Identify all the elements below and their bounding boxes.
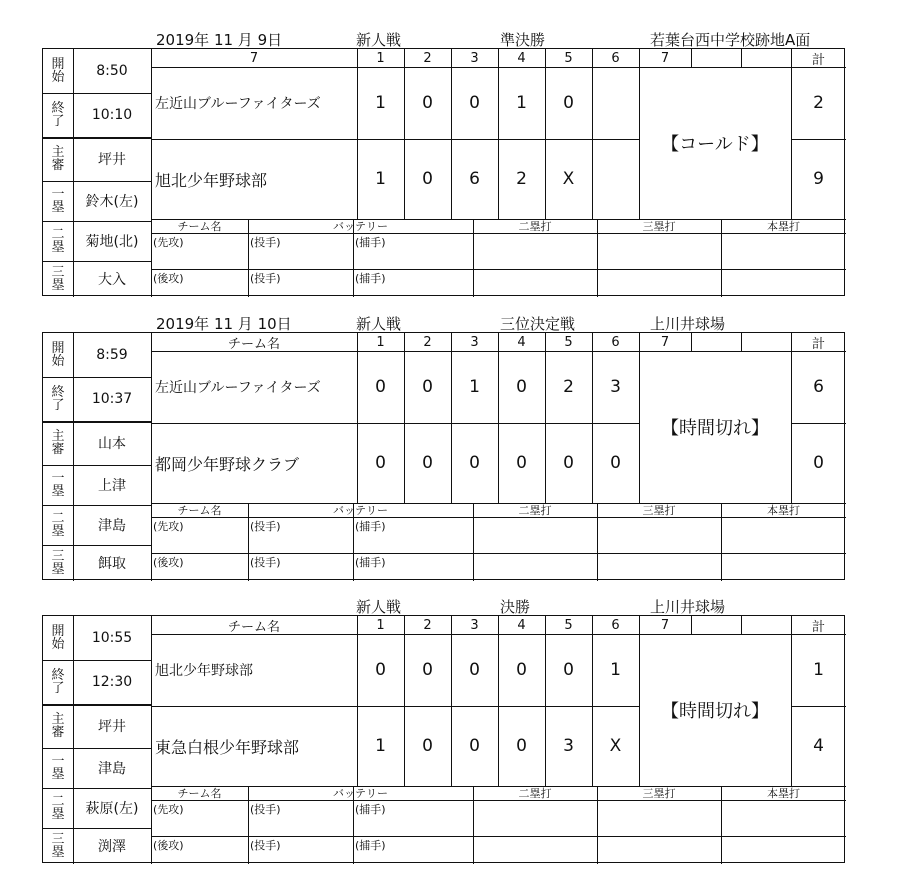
label-battery: バッテリー xyxy=(333,220,388,233)
inning-header: 4 xyxy=(517,50,526,66)
side-char: 了 xyxy=(51,398,65,413)
label-homer: 本塁打 xyxy=(767,504,800,517)
label-pitcher: (投手) xyxy=(250,556,281,569)
inning-score: 1 xyxy=(610,660,621,680)
label-pitcher: (投手) xyxy=(250,839,281,852)
side-label-umpire xyxy=(43,137,73,181)
inning-score: 0 xyxy=(422,169,433,189)
inning-score: 0 xyxy=(422,660,433,680)
inning-score: 0 xyxy=(375,377,386,397)
total-header: 計 xyxy=(811,336,825,352)
inning-score: 3 xyxy=(563,736,574,756)
side-value-base3: 餌取 xyxy=(98,556,126,572)
side-char: 二 xyxy=(51,794,65,809)
inning-score: 1 xyxy=(516,93,527,113)
side-char: 三 xyxy=(51,265,65,280)
side-label-start xyxy=(43,616,73,660)
side-char: 始 xyxy=(51,354,65,369)
inning-score: 0 xyxy=(422,736,433,756)
team-column-header: 7 xyxy=(249,50,259,66)
game-note: 【時間切れ】 xyxy=(661,418,769,439)
side-char: 開 xyxy=(51,341,65,356)
inning-score: 1 xyxy=(375,93,386,113)
inning-header xyxy=(741,49,791,67)
inning-score: 2 xyxy=(563,377,574,397)
inning-score: 0 xyxy=(422,93,433,113)
side-char: 塁 xyxy=(51,240,65,255)
label-triple: 三塁打 xyxy=(642,504,676,517)
inning-score: 1 xyxy=(375,736,386,756)
label-double: 二塁打 xyxy=(518,787,552,800)
inning-score: 0 xyxy=(516,453,527,473)
inning-score: 0 xyxy=(375,660,386,680)
header-date: 2019年 11 月 10日 xyxy=(156,315,292,333)
team-name: 旭北少年野球部 xyxy=(155,170,268,190)
side-label-start xyxy=(43,49,73,93)
inning-header: 3 xyxy=(470,50,479,66)
inning-score: 0 xyxy=(469,453,480,473)
inning-score: 0 xyxy=(422,377,433,397)
inning-header: 7 xyxy=(660,334,670,350)
inning-header: 3 xyxy=(470,617,479,633)
label-first: (先攻) xyxy=(153,236,184,249)
label-catcher: (捕手) xyxy=(355,839,386,852)
side-char: 二 xyxy=(51,227,65,242)
side-label-end xyxy=(43,377,73,421)
inning-header: 6 xyxy=(611,617,620,633)
header-date: 2019年 11 月 9日 xyxy=(156,31,283,49)
team-total: 0 xyxy=(813,453,824,473)
side-char: 審 xyxy=(51,158,65,173)
side-char: 塁 xyxy=(51,278,65,293)
label-catcher: (捕手) xyxy=(355,272,386,285)
side-value-end-time: 10:37 xyxy=(91,391,133,407)
side-char: 塁 xyxy=(51,524,65,539)
team-name: 都岡少年野球クラブ xyxy=(155,454,300,474)
side-label-end xyxy=(43,93,73,137)
inning-header xyxy=(691,49,741,67)
side-char: 一 xyxy=(51,754,65,769)
header-venue: 上川井球場 xyxy=(650,315,726,333)
header-event: 新人戦 xyxy=(356,31,402,49)
game-header xyxy=(0,28,900,48)
team-total: 6 xyxy=(813,377,824,397)
side-char: 塁 xyxy=(51,767,65,782)
inning-header: 6 xyxy=(611,334,620,350)
side-char: 塁 xyxy=(51,484,65,499)
side-char: 始 xyxy=(51,637,65,652)
inning-header: 4 xyxy=(517,617,526,633)
side-value-end-time: 12:30 xyxy=(91,674,133,690)
side-char: 終 xyxy=(51,101,65,116)
side-char: 二 xyxy=(51,511,65,526)
side-value-base3: 大入 xyxy=(98,272,126,288)
label-battery: バッテリー xyxy=(333,504,388,517)
team-name: 旭北少年野球部 xyxy=(155,663,253,679)
inning-header: 1 xyxy=(376,617,385,633)
label-homer: 本塁打 xyxy=(767,787,800,800)
side-label-start xyxy=(43,333,73,377)
label-team-name: チーム名 xyxy=(177,220,222,233)
inning-score: 0 xyxy=(563,453,574,473)
inning-header: 2 xyxy=(423,617,432,633)
score-grid xyxy=(42,332,845,580)
side-label-umpire xyxy=(43,704,73,748)
inning-score: 0 xyxy=(375,453,386,473)
side-value-base2: 菊地(北) xyxy=(85,234,139,250)
side-char: 三 xyxy=(51,549,65,564)
inning-score: 0 xyxy=(610,453,621,473)
label-catcher: (捕手) xyxy=(355,236,386,249)
label-triple: 三塁打 xyxy=(642,220,676,233)
header-round: 三位決定戦 xyxy=(500,315,576,333)
score-grid xyxy=(42,615,845,863)
side-value-base3: 渕澤 xyxy=(98,839,126,855)
label-pitcher: (投手) xyxy=(250,236,281,249)
inning-score: 0 xyxy=(563,93,574,113)
inning-score: 0 xyxy=(563,660,574,680)
inning-header: 2 xyxy=(423,334,432,350)
label-catcher: (捕手) xyxy=(355,803,386,816)
inning-score: 1 xyxy=(375,169,386,189)
label-team-name: チーム名 xyxy=(177,504,222,517)
inning-score: 2 xyxy=(516,169,527,189)
side-value-base1: 津島 xyxy=(98,761,126,777)
inning-header: 5 xyxy=(564,50,573,66)
side-char: 塁 xyxy=(51,562,65,577)
side-label-b2 xyxy=(43,221,73,261)
side-value-start-time: 8:50 xyxy=(96,63,128,79)
label-team-name: チーム名 xyxy=(177,787,222,800)
inning-score: 0 xyxy=(469,660,480,680)
side-char: 一 xyxy=(51,471,65,486)
team-total: 1 xyxy=(813,660,824,680)
inning-header xyxy=(691,616,741,634)
side-char: 塁 xyxy=(51,200,65,215)
label-first: (先攻) xyxy=(153,803,184,816)
side-char: 終 xyxy=(51,385,65,400)
side-char: 一 xyxy=(51,187,65,202)
side-value-end-time: 10:10 xyxy=(91,107,133,123)
side-char: 了 xyxy=(51,681,65,696)
side-label-end xyxy=(43,660,73,704)
side-label-b3 xyxy=(43,828,73,864)
side-value-base2: 津島 xyxy=(98,518,126,534)
inning-header: 1 xyxy=(376,50,385,66)
game-block xyxy=(0,595,900,865)
side-value-umpire: 坪井 xyxy=(98,152,126,168)
team-column-header: チーム名 xyxy=(227,619,280,635)
inning-header: 1 xyxy=(376,334,385,350)
inning-score: 0 xyxy=(516,736,527,756)
team-total: 4 xyxy=(813,736,824,756)
inning-score: 0 xyxy=(516,660,527,680)
inning-header xyxy=(741,616,791,634)
side-value-base2: 萩原(左) xyxy=(85,801,139,817)
side-label-b2 xyxy=(43,505,73,545)
inning-score: 0 xyxy=(469,93,480,113)
game-block xyxy=(0,28,900,298)
side-label-b1 xyxy=(43,465,73,505)
side-char: 審 xyxy=(51,442,65,457)
team-column-header: チーム名 xyxy=(227,336,280,352)
total-header: 計 xyxy=(811,619,825,635)
label-pitcher: (投手) xyxy=(250,803,281,816)
label-first: (先攻) xyxy=(153,520,184,533)
side-char: 主 xyxy=(51,145,65,160)
game-block xyxy=(0,312,900,582)
team-name: 東急白根少年野球部 xyxy=(155,737,300,757)
side-char: 主 xyxy=(51,429,65,444)
inning-score: 1 xyxy=(469,377,480,397)
total-header: 計 xyxy=(811,52,825,68)
label-battery: バッテリー xyxy=(333,787,388,800)
label-second: (後攻) xyxy=(153,839,184,852)
side-value-umpire: 山本 xyxy=(98,436,126,452)
side-char: 終 xyxy=(51,668,65,683)
side-char: 開 xyxy=(51,57,65,72)
inning-header: 4 xyxy=(517,334,526,350)
inning-header xyxy=(741,333,791,351)
inning-header: 2 xyxy=(423,50,432,66)
inning-score: X xyxy=(609,736,622,756)
header-venue: 若葉台西中学校跡地A面 xyxy=(650,31,811,49)
header-event: 新人戦 xyxy=(356,315,402,333)
side-label-b1 xyxy=(43,181,73,221)
game-header xyxy=(0,312,900,332)
inning-score: 6 xyxy=(469,169,480,189)
side-char: 審 xyxy=(51,725,65,740)
label-triple: 三塁打 xyxy=(642,787,676,800)
inning-header: 5 xyxy=(564,334,573,350)
team-total: 9 xyxy=(813,169,824,189)
label-pitcher: (投手) xyxy=(250,272,281,285)
side-label-b3 xyxy=(43,261,73,297)
label-pitcher: (投手) xyxy=(250,520,281,533)
header-event: 新人戦 xyxy=(356,598,402,616)
side-value-base1: 上津 xyxy=(98,478,126,494)
side-char: 始 xyxy=(51,70,65,85)
inning-header: 7 xyxy=(660,617,670,633)
inning-score: 0 xyxy=(516,377,527,397)
side-char: 主 xyxy=(51,712,65,727)
game-note: 【コールド】 xyxy=(661,134,769,155)
side-char: 塁 xyxy=(51,845,65,860)
inning-score: 0 xyxy=(422,453,433,473)
game-note: 【時間切れ】 xyxy=(661,701,769,722)
side-label-umpire xyxy=(43,421,73,465)
side-char: 開 xyxy=(51,624,65,639)
inning-score: 0 xyxy=(469,736,480,756)
grid-line xyxy=(592,49,593,219)
side-value-umpire: 坪井 xyxy=(98,719,126,735)
label-catcher: (捕手) xyxy=(355,556,386,569)
side-char: 了 xyxy=(51,114,65,129)
inning-header: 3 xyxy=(470,334,479,350)
team-name: 左近山ブルーファイターズ xyxy=(155,96,321,112)
label-second: (後攻) xyxy=(153,272,184,285)
label-homer: 本塁打 xyxy=(767,220,800,233)
header-round: 準決勝 xyxy=(500,31,546,49)
side-label-b2 xyxy=(43,788,73,828)
inning-header: 6 xyxy=(611,50,620,66)
side-char: 塁 xyxy=(51,807,65,822)
side-value-base1: 鈴木(左) xyxy=(85,194,139,210)
header-venue: 上川井球場 xyxy=(650,598,726,616)
inning-header: 5 xyxy=(564,617,573,633)
inning-score: 3 xyxy=(610,377,621,397)
side-label-b1 xyxy=(43,748,73,788)
label-double: 二塁打 xyxy=(518,220,552,233)
side-value-start-time: 10:55 xyxy=(91,630,133,646)
inning-header: 7 xyxy=(660,50,670,66)
score-grid xyxy=(42,48,845,296)
team-total: 2 xyxy=(813,93,824,113)
label-second: (後攻) xyxy=(153,556,184,569)
header-round: 決勝 xyxy=(500,598,531,616)
inning-header xyxy=(691,333,741,351)
side-label-b3 xyxy=(43,545,73,581)
label-double: 二塁打 xyxy=(518,504,552,517)
game-header xyxy=(0,595,900,615)
side-value-start-time: 8:59 xyxy=(96,347,128,363)
side-char: 三 xyxy=(51,832,65,847)
label-catcher: (捕手) xyxy=(355,520,386,533)
inning-score: X xyxy=(562,169,575,189)
team-name: 左近山ブルーファイターズ xyxy=(155,380,321,396)
